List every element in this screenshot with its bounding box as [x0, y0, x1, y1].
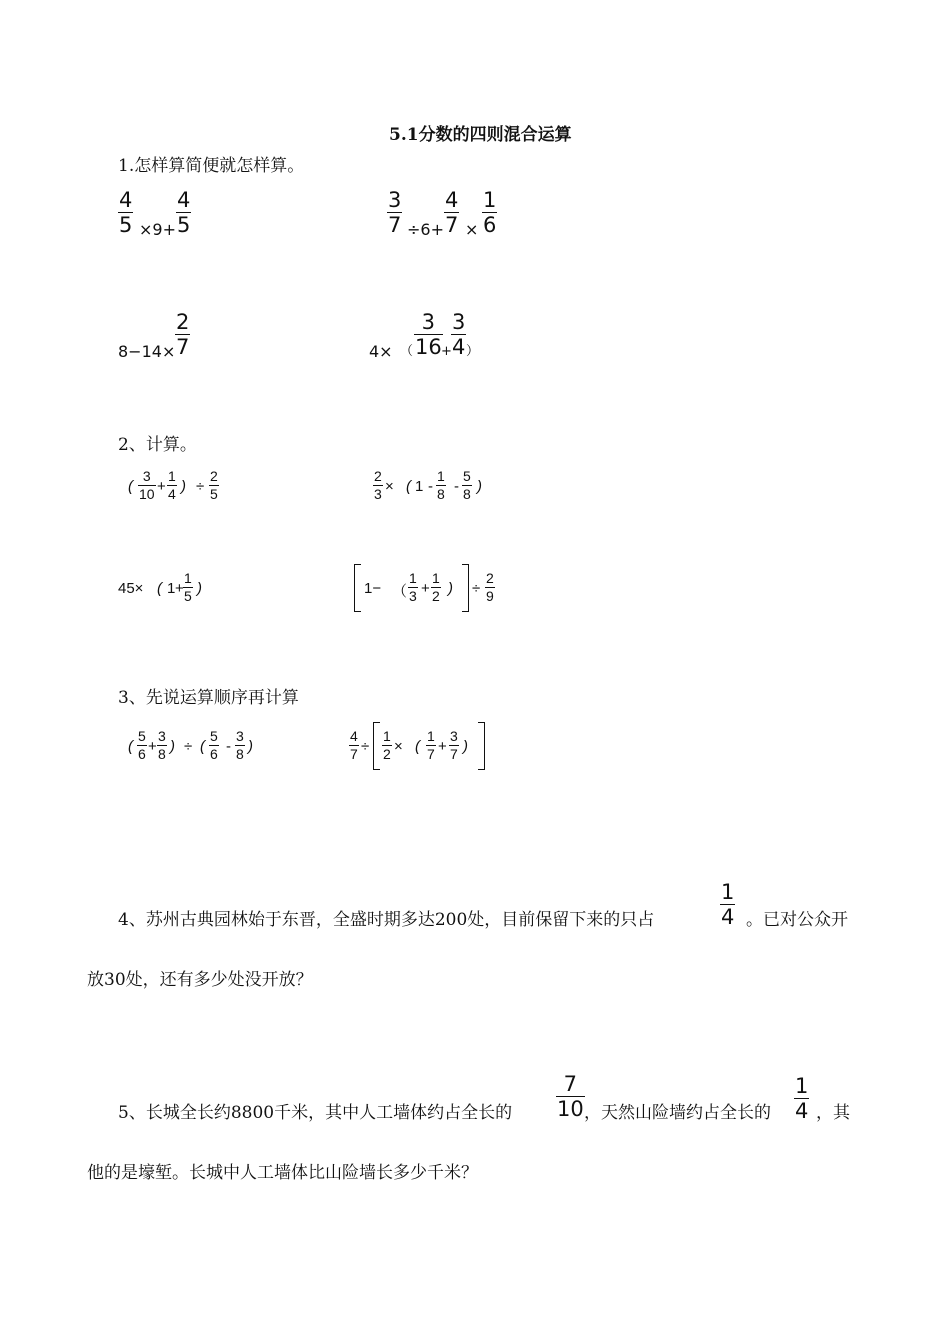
right-bracket: [462, 564, 469, 612]
fraction: 7 10: [557, 1072, 584, 1121]
fraction: 5 8: [463, 468, 471, 502]
fraction: 1 3: [409, 570, 417, 604]
left-bracket: [373, 722, 380, 770]
fraction: 1 7: [427, 728, 435, 762]
q5-line1: 5、长城全长约8800千米，其中人工墙体约占全长的: [118, 1103, 513, 1123]
fraction: 1 4: [721, 880, 735, 929]
fraction: 5 6: [210, 728, 218, 762]
fraction: 4 5: [177, 188, 191, 237]
section-3-heading: 3、先说运算顺序再计算: [118, 688, 299, 708]
fraction: 3 7: [388, 188, 402, 237]
left-bracket: [354, 564, 361, 612]
fraction: 3 10: [139, 468, 155, 502]
fraction: 1 4: [795, 1074, 809, 1123]
fraction: 3 8: [158, 728, 166, 762]
q5-line2: 他的是壕堑。长城中人工墙体比山险墙长多少千米？: [87, 1163, 478, 1183]
fraction: 2 9: [486, 570, 494, 604]
fraction: 1 8: [437, 468, 445, 502]
fraction: 5 6: [138, 728, 146, 762]
section-1-heading: 1.怎样算简便就怎样算。: [118, 156, 305, 176]
fraction: 1 2: [432, 570, 440, 604]
fraction: 4 7: [445, 188, 459, 237]
fraction: 1 2: [383, 728, 391, 762]
fraction: 1 5: [184, 570, 192, 604]
fraction: 2 7: [176, 310, 190, 359]
fraction: 2 5: [210, 468, 218, 502]
section-2-heading: 2、计算。: [118, 435, 197, 455]
right-bracket: [478, 722, 485, 770]
q4-line2: 放30处，还有多少处没开放？: [87, 970, 313, 990]
fraction: 4 7: [350, 728, 358, 762]
fraction: 3 8: [236, 728, 244, 762]
q4-line1-end: 。已对公众开: [746, 910, 848, 930]
fraction: 2 3: [374, 468, 382, 502]
fraction: 1 6: [483, 188, 497, 237]
worksheet-page: 5.1分数的四则混合运算 1.怎样算简便就怎样算。 4 5 ×9+ 4 5 3 7 ÷6+ 4 7 × 1 6 8−14× 2 7 4× （ 3 16 + 3 4 ） 2、计算。 ( 3 10 + 1 4 ) ÷ 2 5 2 3 × ( 1 - 1 8 - 5 8 ) 45× ( 1 + 1 5 ) 1− （ 1 3 + 1 2 ) ÷ 2 9 3、先说运算顺序再计算 ( 5 6 + 3 8 ) ÷ ( 5 6 - 3 8 ) 4 7 ÷ 1 2 × ( 1 7 + 3 7 ) 4、苏州古典园林始于东晋，全盛时期多达200处，目前保留下来的只占 1 4 。已对公众开 放30处，还有多少处没开放？ 5、长城全长约8800千米，其中人工墙体约占全长的 7 10 ，天然山险墙约占全长的 1 4 ，其 他的是壕堑。长城中人工墙体比山险墙长多少千米？: [0, 0, 950, 1344]
fraction: 1 4: [168, 468, 176, 502]
q4-line1: 4、苏州古典园林始于东晋，全盛时期多达200处，目前保留下来的只占: [118, 910, 655, 930]
page-title: 5.1分数的四则混合运算: [389, 125, 572, 145]
fraction: 4 5: [119, 188, 133, 237]
fraction: 3 7: [450, 728, 458, 762]
fraction: 3 4: [452, 310, 466, 359]
fraction: 3 16: [415, 310, 442, 359]
